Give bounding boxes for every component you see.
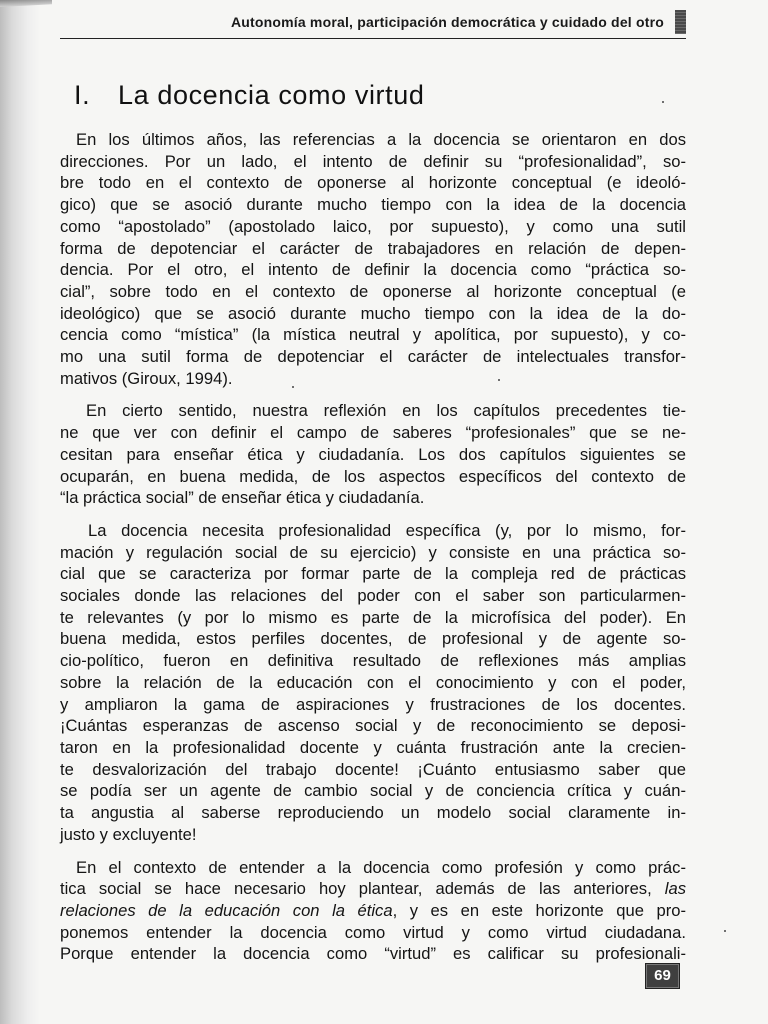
text-line: En los últimos años, las referencias a la docencia se orientaron en dos — [76, 130, 686, 149]
text-line: ideológico) que se asoció durante mucho tiempo con la idea de la do- — [60, 303, 686, 323]
text-line: ponemos entender la docencia como virtud y como virtud ciudadana. — [60, 922, 686, 942]
text-line: ocuparán, en buena medida, de los aspectos específicos del contexto de — [60, 466, 686, 486]
text-line — [60, 878, 686, 900]
text-line: sociales donde las relaciones del poder con el saber son particularmen- — [60, 586, 686, 606]
text-line: gico) que se asoció durante mucho tiempo con la idea de la docencia — [60, 195, 686, 215]
text-line: mación y regulación social de su ejercicio) y consiste en una práctica so- — [60, 542, 686, 562]
running-header-title: Autonomía moral, participación democrática y cuidado del otro — [230, 14, 664, 30]
text-line: La docencia necesita profesionalidad específica (y, por lo mismo, for- — [88, 520, 686, 540]
paragraph-4 — [60, 857, 686, 966]
scan-speck — [662, 101, 664, 103]
chapter-title — [74, 80, 424, 111]
text-line: bre todo en el contexto de oponerse al horizonte conceptual (e ideoló- — [60, 173, 686, 193]
chapter-number: I. — [74, 80, 91, 110]
text-line: cencia como “mística” (la mística neutral y apolítica, por supuesto), y co- — [60, 325, 686, 345]
text-line: cial”, sobre todo en el contexto de oponerse al horizonte conceptual (e — [60, 281, 686, 301]
paragraph-3 — [60, 520, 686, 846]
text-line-segment: tica social se hace necesario hoy plantear, además de las anteriores, — [60, 879, 652, 899]
running-header — [60, 12, 686, 39]
italic-phrase: relaciones de la educación con la ética — [60, 900, 393, 920]
scan-speck — [724, 930, 726, 932]
scan-speck — [498, 379, 500, 381]
text-line: mo una sutil forma de depotenciar el carácter de intelectuales transfor- — [60, 347, 686, 367]
text-line: Porque entender la docencia como “virtud” es calificar su profesionali- — [60, 944, 686, 964]
text-line: dencia. Por el otro, el intento de definir la docencia como “práctica so- — [60, 260, 686, 280]
header-thumb-tab — [675, 10, 686, 34]
text-line: como “apostolado” (apostolado laico, por supuesto), y como una sutil — [60, 216, 686, 236]
text-line: se podía ser un agente de cambio social y de conciencia crítica y cuán- — [60, 781, 686, 801]
text-line: te desvalorización del trabajo docente! ¡Cuánto entusiasmo saber que — [60, 759, 686, 779]
text-line: buena medida, estos perfiles docentes, de profesional y de agente so- — [60, 629, 686, 649]
text-line: mativos (Giroux, 1994). — [60, 368, 233, 388]
text-line: y ampliaron la gama de aspiraciones y frustraciones de los docentes. — [60, 694, 686, 714]
chapter-title-text: La docencia como virtud — [118, 80, 425, 110]
text-line: cial que se caracteriza por formar parte de la compleja red de prácticas — [60, 564, 686, 584]
text-line: cio-político, fueron en definitiva resultado de reflexiones más amplias — [60, 651, 686, 671]
paragraph-1 — [60, 129, 686, 389]
scan-speck — [292, 386, 294, 388]
text-line: justo y excluyente! — [60, 824, 197, 844]
binding-shadow — [0, 0, 40, 1024]
text-line: cesitan para enseñar ética y ciudadanía. Los dos capítulos siguientes se — [60, 444, 686, 464]
text-line: ¡Cuántas esperanzas de ascenso social y de reconocimiento se deposi- — [60, 716, 686, 736]
text-line: “la práctica social” de enseñar ética y ciudadanía. — [60, 488, 425, 508]
text-line: forma de depotenciar el carácter de trabajadores en relación de depen- — [60, 238, 686, 258]
text-line — [60, 900, 686, 922]
text-line: te relevantes (y por lo mismo es parte de la microfísica del poder). En — [60, 607, 686, 627]
text-line: En el contexto de entender a la docencia como profesión y como prác- — [76, 857, 686, 877]
italic-phrase: las — [664, 879, 686, 899]
text-line-segment: , y es en este horizonte que pro- — [392, 900, 687, 920]
text-line: taron en la profesionalidad docente y cuánta frustración ante la crecien- — [60, 737, 686, 757]
text-line: ne que ver con definir el campo de saberes “profesionales” que se ne- — [60, 423, 686, 443]
page-number-badge: 69 — [645, 963, 680, 989]
paragraph-2 — [60, 400, 686, 509]
text-line: direcciones. Por un lado, el intento de definir su “profesionalidad”, so- — [60, 151, 686, 171]
body-text — [60, 129, 686, 976]
text-line: ta angustia al saberse reproduciendo un modelo social claramente in- — [60, 803, 686, 823]
text-line: sobre la relación de la educación con el conocimiento y con el poder, — [60, 672, 686, 692]
text-line: En cierto sentido, nuestra reflexión en los capítulos precedentes tie- — [86, 401, 686, 421]
